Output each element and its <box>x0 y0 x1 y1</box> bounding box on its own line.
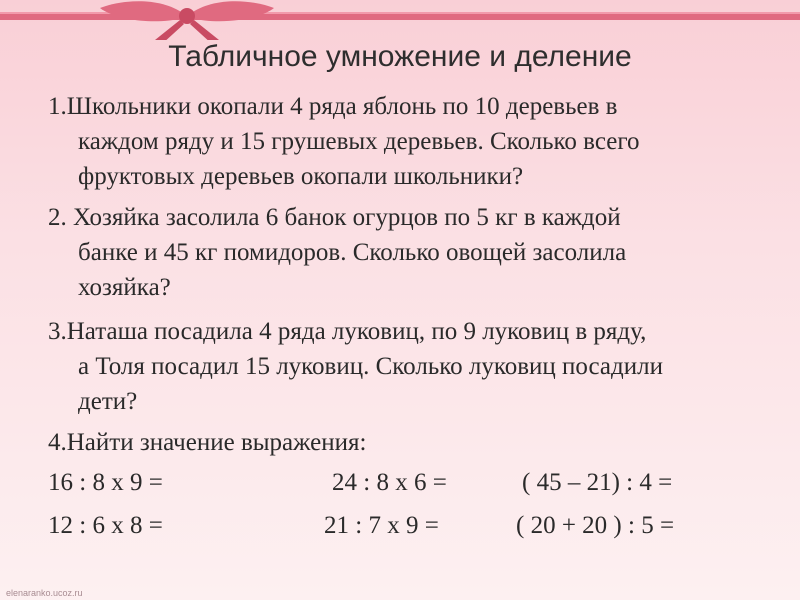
expression: 21 : 7 х 9 = <box>324 512 439 539</box>
task-4 <box>48 425 366 460</box>
task-line: 2. Хозяйка засолила 6 банок огурцов по 5 кг в каждой <box>48 204 621 231</box>
footer-watermark: elenaranko.ucoz.ru <box>6 588 83 598</box>
task-line: дети? <box>78 388 138 415</box>
slide-title: Табличное умножение и деление <box>168 40 632 73</box>
task-line: а Толя посадил 15 луковиц. Сколько луковиц посадили <box>78 353 663 380</box>
expression: 16 : 8 х 9 = <box>48 469 163 496</box>
task-line: 4.Найти значение выражения: <box>48 429 367 456</box>
task-line: хозяйка? <box>78 274 171 301</box>
task-line: банке и 45 кг помидоров. Сколько овощей засолила <box>78 239 627 266</box>
task-3 <box>48 314 663 419</box>
expression: ( 45 – 21) : 4 = <box>522 469 673 496</box>
task-1 <box>48 89 639 194</box>
task-line: каждом ряду и 15 грушевых деревьев. Сколько всего <box>78 128 640 155</box>
expression: 12 : 6 х 8 = <box>48 512 163 539</box>
task-line: 1.Школьники окопали 4 ряда яблонь по 10 деревьев в <box>48 93 618 120</box>
ribbon-bow-icon <box>0 0 800 40</box>
expression: 24 : 8 х 6 = <box>332 469 447 496</box>
expression: ( 20 + 20 ) : 5 = <box>516 512 675 539</box>
task-2 <box>48 200 626 305</box>
task-line: фруктовых деревьев окопали школьники? <box>78 163 524 190</box>
task-line: 3.Наташа посадила 4 ряда луковиц, по 9 луковиц в ряду, <box>48 318 647 345</box>
